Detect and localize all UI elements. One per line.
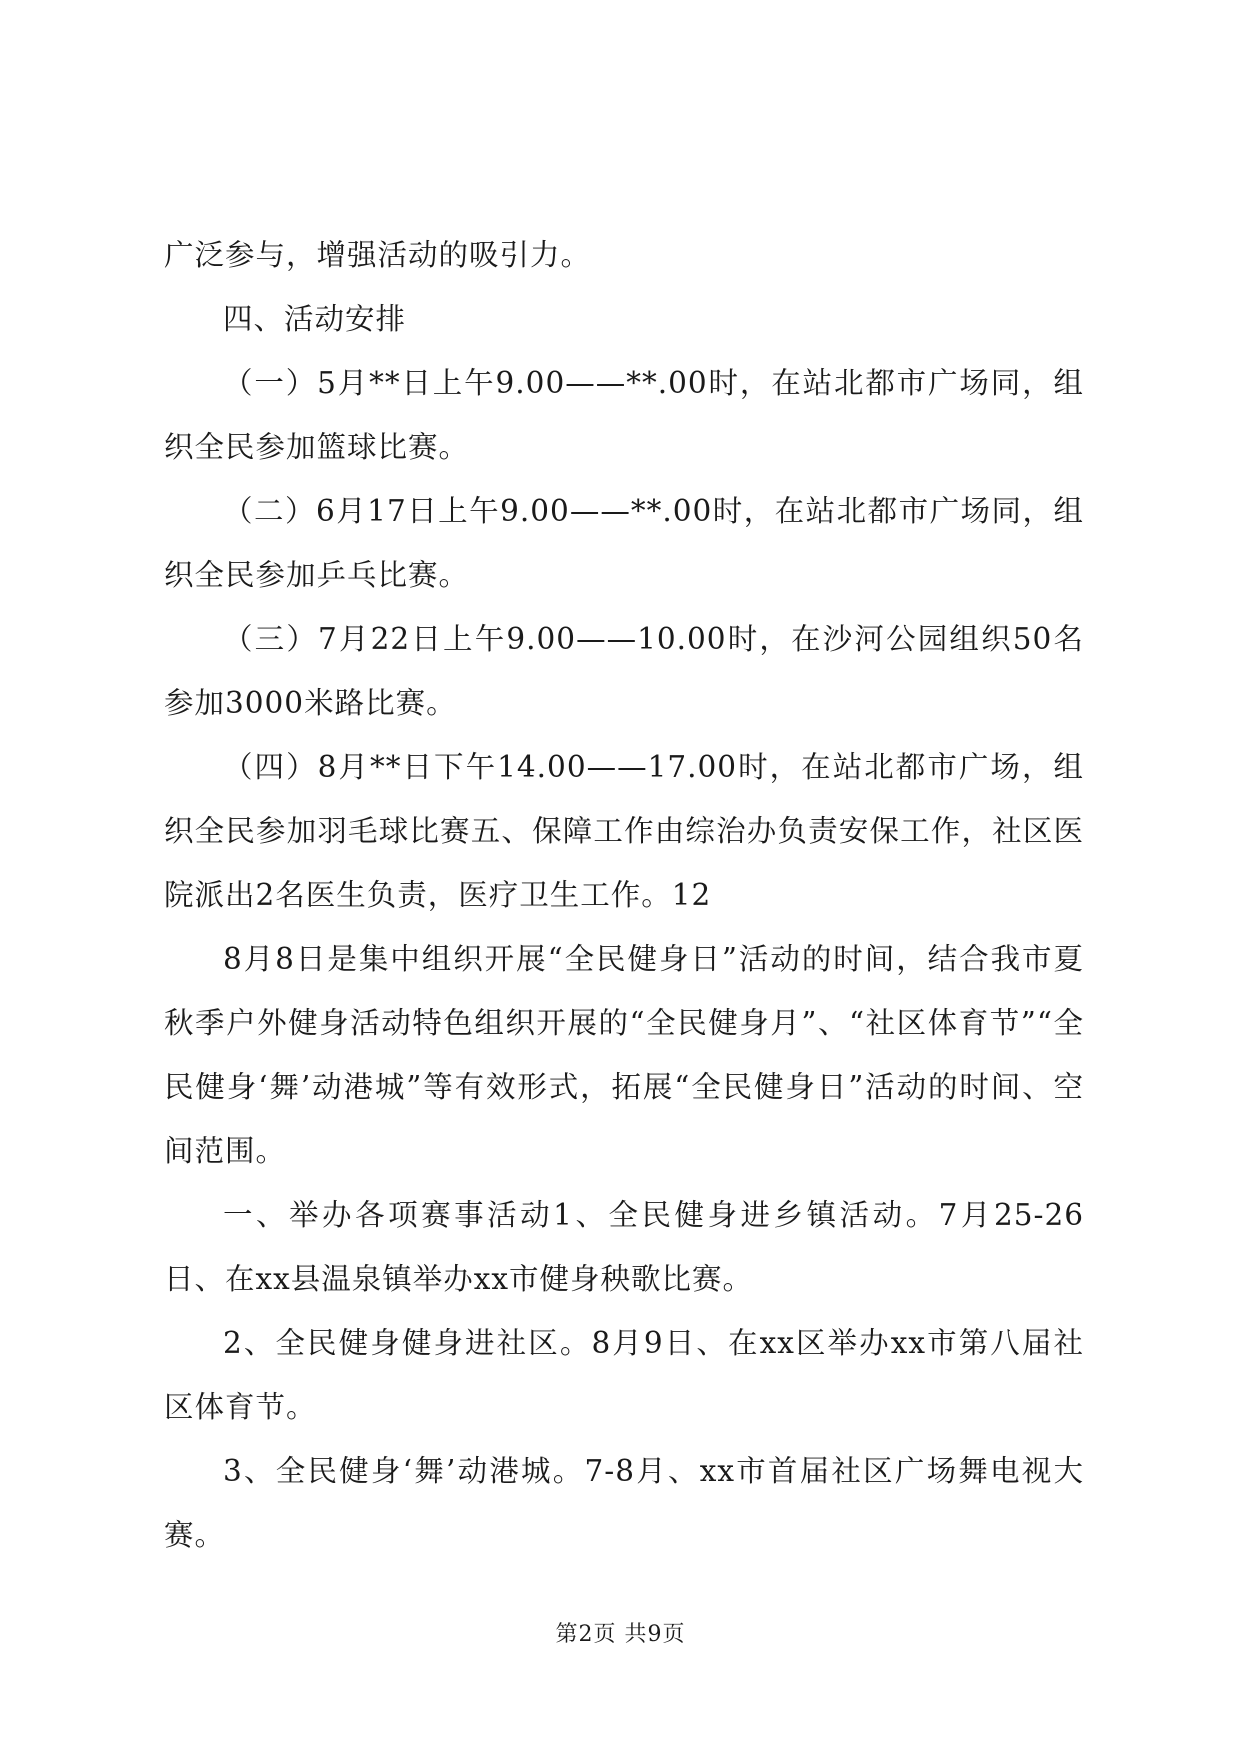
page-number: 第2页 共9页 xyxy=(555,1622,686,1647)
section-heading-activity-arrangement: 四、活动安排 xyxy=(223,302,407,336)
paragraph-item-1: （一）5月**日上午9.00——**.00时，在站北都市广场同，组织全民参加篮球比赛。 xyxy=(164,366,1084,464)
paragraph-item-3: （三）7月22日上午9.00——10.00时，在沙河公园组织50名参加3000米路比赛。 xyxy=(164,622,1084,720)
document-body xyxy=(164,223,1084,1567)
paragraph-fitness-day: 8月8日是集中组织开展“全民健身日”活动的时间，结合我市夏秋季户外健身活动特色组织开展的“全民健身月”、“社区体育节”“全民健身‘舞’动港城”等有效形式，拓展“全民健身日”活动的时间、空间范围。 xyxy=(164,942,1084,1168)
paragraph-item-2: （二）6月17日上午9.00——**.00时，在站北都市广场同，组织全民参加乒乓比赛。 xyxy=(164,494,1084,592)
paragraph-events-3: 3、全民健身‘舞’动港城。7-8月、xx市首届社区广场舞电视大赛。 xyxy=(164,1454,1084,1552)
paragraph-continuation: 广泛参与，增强活动的吸引力。 xyxy=(164,238,592,272)
paragraph-item-4: （四）8月**日下午14.00——17.00时，在站北都市广场，组织全民参加羽毛球比赛五、保障工作由综治办负责安保工作，社区医院派出2名医生负责，医疗卫生工作。12 xyxy=(164,750,1084,912)
paragraph-events-1: 一、举办各项赛事活动1、全民健身进乡镇活动。7月25-26日、在xx县温泉镇举办xx市健身秧歌比赛。 xyxy=(164,1198,1084,1296)
paragraph-events-2: 2、全民健身健身进社区。8月9日、在xx区举办xx市第八届社区体育节。 xyxy=(164,1326,1084,1424)
